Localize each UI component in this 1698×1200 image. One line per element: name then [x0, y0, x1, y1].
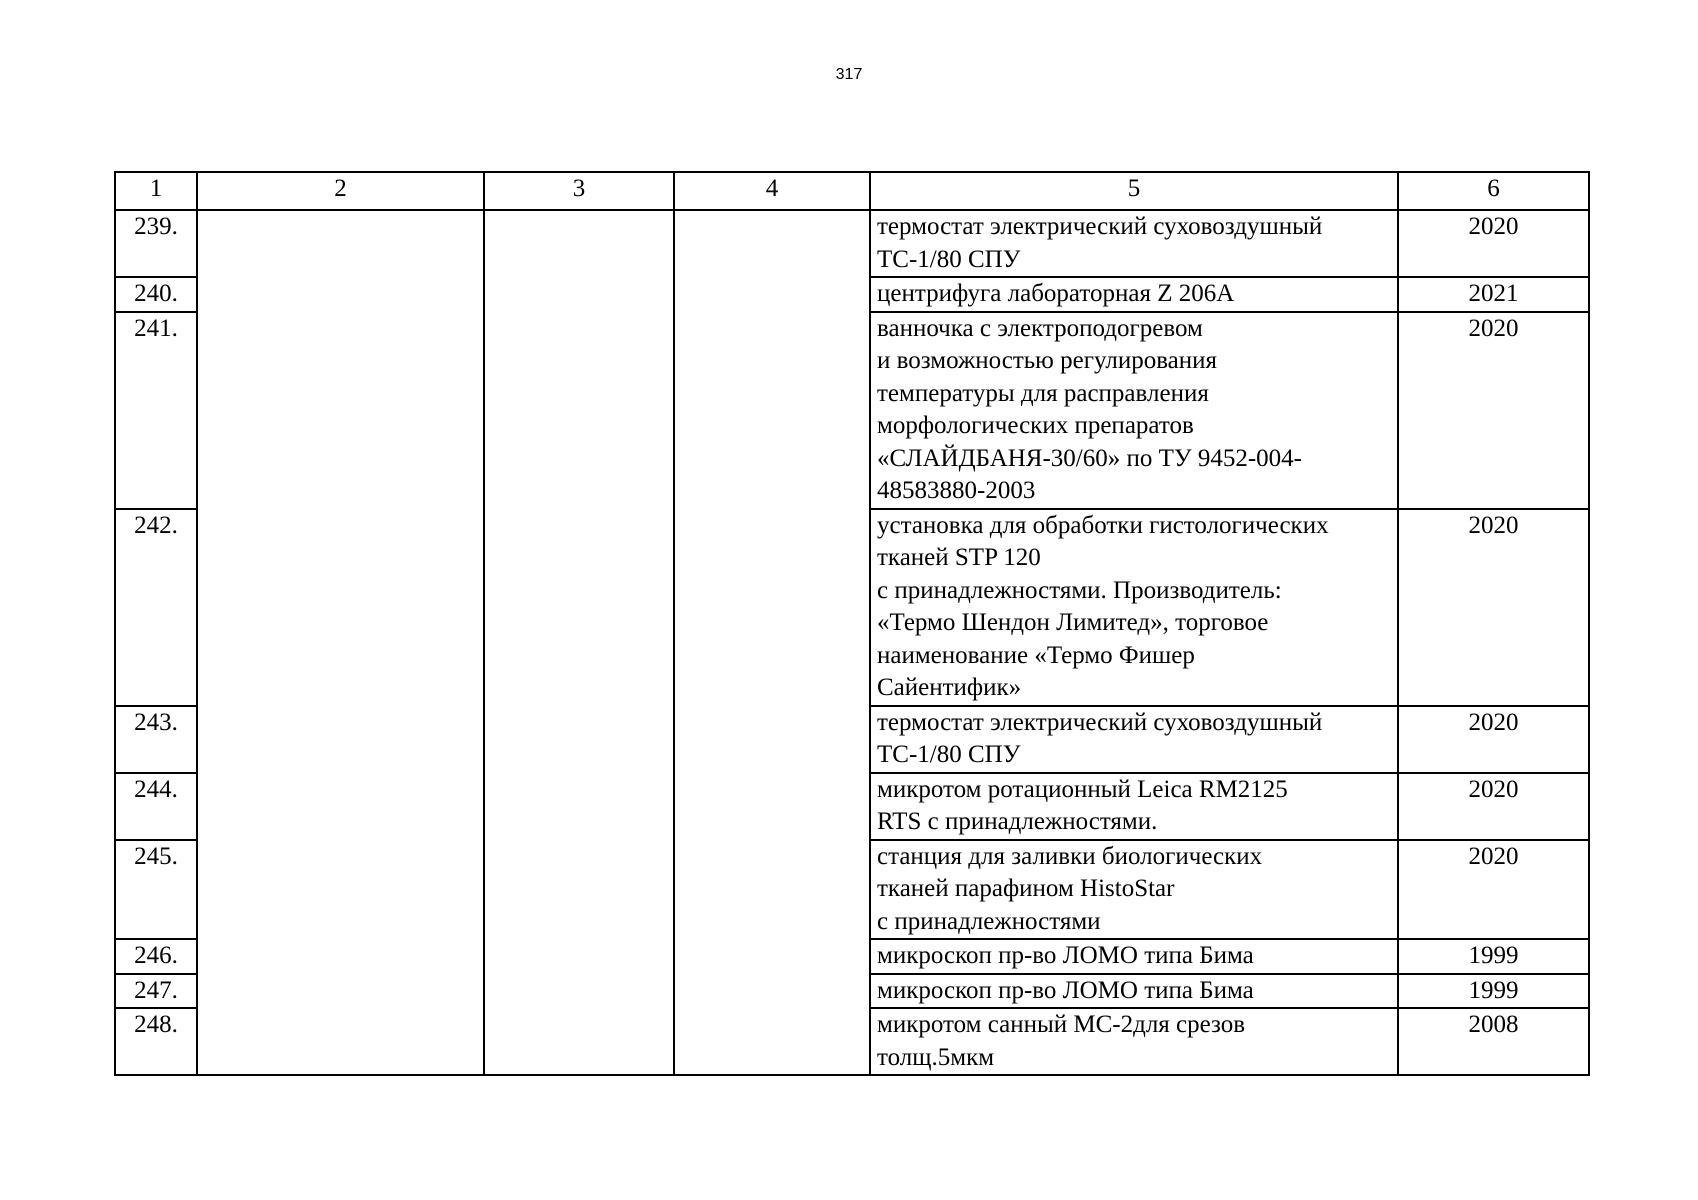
- equipment-description: установка для обработки гистологических тканей STP 120 с принадлежностями. Производитель: «Термо Шендон Лимитед», торговое наименование «Термо Фишер Сайентифик»: [870, 509, 1398, 706]
- equipment-description: термостат электрический суховоздушный ТС-1/80 СПУ: [870, 706, 1398, 773]
- table-header-row: [115, 172, 1589, 210]
- equipment-description: микротом ротационный Leica RM2125 RTS с принадлежностями.: [870, 773, 1398, 840]
- equipment-year: 2020: [1398, 840, 1589, 940]
- merged-column-3: [484, 210, 674, 1075]
- row-number: 243.: [115, 706, 197, 773]
- column-header-5: 5: [870, 172, 1398, 210]
- merged-column-2: [197, 210, 484, 1075]
- row-number: 239.: [115, 210, 197, 277]
- equipment-description: ванночка с электроподогревом и возможностью регулирования температуры для расправления морфологических препаратов «СЛАЙДБАНЯ-30/60» по ТУ 9452-004- 48583880-2003: [870, 312, 1398, 509]
- column-header-4: 4: [674, 172, 870, 210]
- row-number: 246.: [115, 939, 197, 974]
- equipment-description: микроскоп пр-во ЛОМО типа Бима: [870, 939, 1398, 974]
- equipment-year: 2020: [1398, 312, 1589, 509]
- row-number: 242.: [115, 509, 197, 706]
- equipment-year: 2020: [1398, 210, 1589, 277]
- column-header-1: 1: [115, 172, 197, 210]
- equipment-table: [114, 171, 1590, 1076]
- merged-column-4: [674, 210, 870, 1075]
- equipment-year: 2020: [1398, 509, 1589, 706]
- row-number: 245.: [115, 840, 197, 940]
- equipment-year: 1999: [1398, 939, 1589, 974]
- column-header-6: 6: [1398, 172, 1589, 210]
- equipment-description: центрифуга лабораторная Z 206A: [870, 277, 1398, 312]
- equipment-year: 2021: [1398, 277, 1589, 312]
- equipment-description: микроскоп пр-во ЛОМО типа Бима: [870, 974, 1398, 1009]
- equipment-year: 2020: [1398, 773, 1589, 840]
- row-number: 248.: [115, 1008, 197, 1075]
- equipment-year: 2020: [1398, 706, 1589, 773]
- row-number: 247.: [115, 974, 197, 1009]
- column-header-3: 3: [484, 172, 674, 210]
- equipment-year: 1999: [1398, 974, 1589, 1009]
- row-number: 241.: [115, 312, 197, 509]
- page-number: 317: [835, 66, 863, 83]
- table-row: [115, 210, 1589, 277]
- equipment-description: станция для заливки биологических тканей парафином HistoStar с принадлежностями: [870, 840, 1398, 940]
- column-header-2: 2: [197, 172, 484, 210]
- equipment-year: 2008: [1398, 1008, 1589, 1075]
- equipment-description: микротом санный МС-2для срезов толщ.5мкм: [870, 1008, 1398, 1075]
- row-number: 244.: [115, 773, 197, 840]
- row-number: 240.: [115, 277, 197, 312]
- equipment-description: термостат электрический суховоздушный ТС-1/80 СПУ: [870, 210, 1398, 277]
